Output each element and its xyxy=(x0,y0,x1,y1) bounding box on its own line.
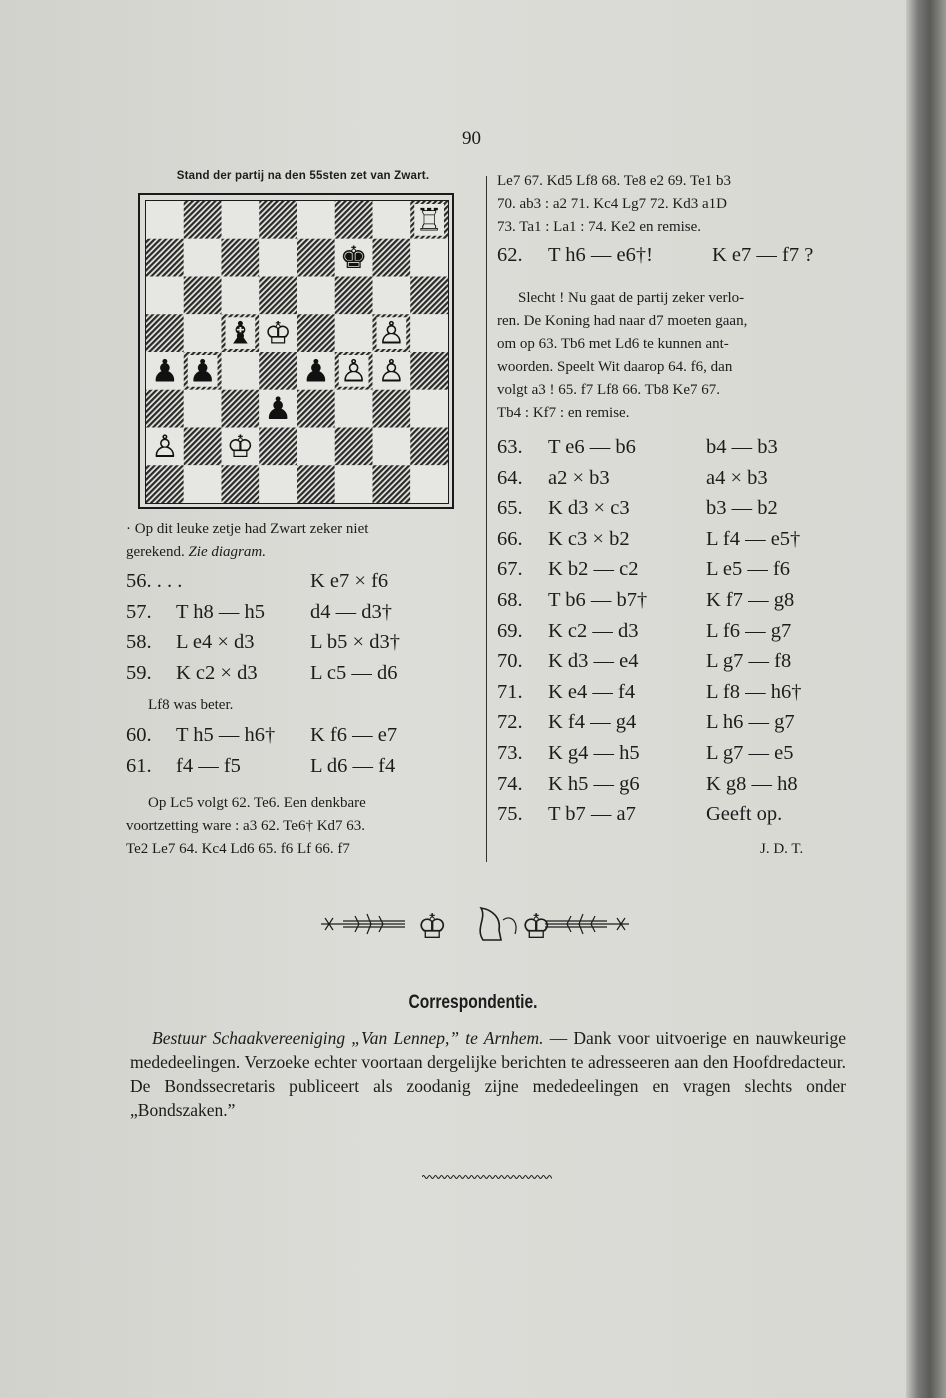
dark-square xyxy=(222,239,260,277)
note62-line5: volgt a3 ! 65. f7 Lf8 66. Tb8 Ke7 67. xyxy=(497,382,721,398)
dark-square xyxy=(259,428,297,466)
page-number: 90 xyxy=(462,128,481,149)
correspondence-body xyxy=(130,1026,846,1122)
move-number: 68. xyxy=(497,589,523,611)
note-lc5-line3: Te2 Le7 64. Kc4 Ld6 65. f6 Lf 66. f7 xyxy=(126,841,350,857)
correspondence-addressee: Bestuur Schaakvereeniging „Van Lennep,” te Arnhem. xyxy=(152,1028,544,1048)
diagram-caption: Stand der partij na den 55sten zet van Zwart. xyxy=(176,170,430,182)
dark-square xyxy=(222,465,260,503)
move-number: 66. xyxy=(497,527,523,550)
note62-line1: Slecht ! Nu gaat de partij zeker verlo- xyxy=(518,290,745,306)
move-number: 71. xyxy=(497,680,523,703)
note-diagram-ref: Zie diagram. xyxy=(188,544,266,560)
dark-square xyxy=(297,314,335,352)
light-square xyxy=(146,277,184,315)
move-number: 64. xyxy=(497,466,523,489)
move-black: L g7 — e5 xyxy=(706,742,794,764)
move-black: L h6 — g7 xyxy=(706,711,795,734)
move-number: 59. xyxy=(126,661,152,684)
chess-piece-d5: ♔ xyxy=(264,315,293,352)
dark-square xyxy=(259,352,297,390)
chess-piece-h8: ♖ xyxy=(415,202,444,239)
dark-square xyxy=(222,390,260,428)
move-white: K c2 × d3 xyxy=(176,661,258,684)
move-white: K h5 — g6 xyxy=(548,772,640,795)
chess-piece-c2: ♔ xyxy=(226,428,255,465)
move-white: f4 — f5 xyxy=(176,754,241,777)
note62-line6: Tb4 : Kf7 : en remise. xyxy=(497,405,630,421)
move-number: 67. xyxy=(497,558,523,581)
chess-board xyxy=(145,200,449,504)
move-white: K e4 — f4 xyxy=(548,680,636,703)
chess-piece-g5: ♙ xyxy=(377,315,406,352)
light-square xyxy=(184,314,222,352)
light-square xyxy=(373,277,411,315)
move-black: L f8 — h6† xyxy=(706,680,802,703)
note62-line4: woorden. Speelt Wit daarop 64. f6, dan xyxy=(497,359,733,375)
light-square xyxy=(184,239,222,277)
light-square xyxy=(297,428,335,466)
move-number: 63. xyxy=(497,436,523,458)
move-black: L f6 — g7 xyxy=(706,619,792,642)
dark-square xyxy=(410,277,448,315)
note-diagram-line1: · Op dit leuke zetje had Zwart zeker niet xyxy=(126,521,369,537)
move-white: T e6 — b6 xyxy=(548,436,636,458)
note-lf8: Lf8 was beter. xyxy=(148,697,234,713)
light-square xyxy=(373,201,411,239)
dark-square xyxy=(146,465,184,503)
light-square xyxy=(410,465,448,503)
board-graphic xyxy=(146,201,448,503)
note-lc5-line1: Op Lc5 volgt 62. Te6. Een denkbare xyxy=(148,795,366,811)
dark-square xyxy=(146,239,184,277)
dark-square xyxy=(297,239,335,277)
move-number: 70. xyxy=(497,650,523,673)
svg-text:♔: ♔ xyxy=(521,907,552,947)
chess-piece-g4: ♙ xyxy=(377,353,406,390)
correspondence-text: — Dank voor uitvoerige en nauwkeurige mededeelingen. Verzoeke echter voortaan dergelijke berichten te adresseeren aan den Hoofdredacteur. De Bondssecretaris publiceert als zoodanig zijne mededeelingen en vragen slechts onder „Bondszaken.” xyxy=(130,1028,846,1120)
move-black: K f7 — g8 xyxy=(706,589,795,611)
light-square xyxy=(222,201,260,239)
move-white: T h5 — h6† xyxy=(176,724,276,746)
move-white: K d3 — e4 xyxy=(548,650,639,673)
dark-square xyxy=(297,390,335,428)
move-black: b3 — b2 xyxy=(706,497,778,520)
dark-square xyxy=(146,314,184,352)
move-number: 60. xyxy=(126,724,152,746)
move-white: L e4 × d3 xyxy=(176,631,255,653)
light-square xyxy=(373,428,411,466)
move-black: K g8 — h8 xyxy=(706,772,798,795)
move-number: 69. xyxy=(497,619,523,642)
note-cont-line1: Le7 67. Kd5 Lf8 68. Te8 e2 69. Te1 b3 xyxy=(497,173,731,189)
move-black: L b5 × d3† xyxy=(310,631,400,653)
move-number: 73. xyxy=(497,742,523,764)
move-black: a4 × b3 xyxy=(706,466,768,489)
dark-square xyxy=(184,201,222,239)
light-square xyxy=(184,465,222,503)
chess-piece-f4: ♙ xyxy=(339,353,368,390)
move-black: L d6 — f4 xyxy=(310,754,396,777)
move-62-black: K e7 — f7 ? xyxy=(712,244,814,266)
light-square xyxy=(335,465,373,503)
dark-square xyxy=(373,390,411,428)
move-black: L e5 — f6 xyxy=(706,558,791,581)
move-number: 65. xyxy=(497,497,523,520)
dark-square xyxy=(297,465,335,503)
note-diagram-text: gerekend. xyxy=(126,544,185,560)
move-white: T b6 — b7† xyxy=(548,589,648,611)
move-number: 57. xyxy=(126,600,152,623)
ornament-divider xyxy=(315,900,635,948)
dark-square xyxy=(335,428,373,466)
dark-square xyxy=(259,277,297,315)
move-black: K f6 — e7 xyxy=(310,724,398,746)
dark-square xyxy=(335,201,373,239)
light-square xyxy=(222,352,260,390)
signature: J. D. T. xyxy=(760,841,804,857)
light-square xyxy=(222,277,260,315)
light-square xyxy=(335,390,373,428)
move-number: 72. xyxy=(497,711,523,734)
move-black: L f4 — e5† xyxy=(706,527,801,550)
light-square xyxy=(410,314,448,352)
move-white: a2 × b3 xyxy=(548,466,610,489)
note62-line2: ren. De Koning had naar d7 moeten gaan, xyxy=(497,313,748,329)
dark-square xyxy=(259,201,297,239)
chess-piece-f7: ♚ xyxy=(339,240,368,277)
move-black: L g7 — f8 xyxy=(706,650,792,673)
note-cont-line3: 73. Ta1 : La1 : 74. Ke2 en remise. xyxy=(497,219,702,235)
chess-piece-a2: ♙ xyxy=(150,428,179,465)
note-cont-line2: 70. ab3 : a2 71. Kc4 Lg7 72. Kd3 a1D xyxy=(497,196,727,212)
move-white: K f4 — g4 xyxy=(548,711,637,734)
dark-square xyxy=(373,239,411,277)
light-square xyxy=(335,314,373,352)
light-square xyxy=(410,239,448,277)
section-heading: Correspondentie. xyxy=(408,992,538,1013)
move-number: 58. xyxy=(126,631,152,653)
move-62-white: T h6 — e6†! xyxy=(548,244,653,266)
light-square xyxy=(297,201,335,239)
light-square xyxy=(146,201,184,239)
move-white: K g4 — h5 xyxy=(548,742,640,764)
chess-piece-a4: ♟ xyxy=(150,353,179,390)
column-divider xyxy=(486,176,487,862)
move-white: K c3 × b2 xyxy=(548,527,630,550)
light-square xyxy=(410,390,448,428)
wavy-rule xyxy=(422,1172,552,1182)
move-black: d4 — d3† xyxy=(310,600,392,623)
svg-text:♔: ♔ xyxy=(417,907,448,947)
dark-square xyxy=(410,352,448,390)
move-white: T h8 — h5 xyxy=(176,600,266,623)
chess-diagram xyxy=(138,193,454,509)
move-number: 74. xyxy=(497,772,523,795)
move-number: 75. xyxy=(497,803,523,826)
light-square xyxy=(297,277,335,315)
chess-piece-c5: ♝ xyxy=(226,315,255,352)
note62-line3: om op 63. Tb6 met Ld6 te kunnen ant- xyxy=(497,336,729,352)
move-white: K c2 — d3 xyxy=(548,619,639,642)
move-white: T b7 — a7 xyxy=(548,803,636,826)
light-square xyxy=(259,465,297,503)
dark-square xyxy=(184,277,222,315)
page-edge-shadow xyxy=(906,0,946,1398)
note-lc5-line2: voortzetting ware : a3 62. Te6† Kd7 63. xyxy=(126,818,366,834)
move-black: Geeft op. xyxy=(706,803,783,826)
move-number: 56. . . . xyxy=(126,570,183,592)
chess-piece-e4: ♟ xyxy=(301,353,330,390)
dark-square xyxy=(184,428,222,466)
light-square xyxy=(259,239,297,277)
move-white: K b2 — c2 xyxy=(548,558,639,581)
light-square xyxy=(184,390,222,428)
dark-square xyxy=(146,390,184,428)
move-white: K d3 × c3 xyxy=(548,497,630,520)
move-black: L c5 — d6 xyxy=(310,661,398,684)
chess-piece-b4: ♟ xyxy=(188,353,217,390)
move-number: 61. xyxy=(126,754,152,777)
note-diagram-line2 xyxy=(126,541,266,563)
dark-square xyxy=(410,428,448,466)
move-62-number: 62. xyxy=(497,244,523,266)
move-black: b4 — b3 xyxy=(706,436,778,458)
dark-square xyxy=(335,277,373,315)
move-black: K e7 × f6 xyxy=(310,570,389,592)
dark-square xyxy=(373,465,411,503)
chess-piece-d3: ♟ xyxy=(264,391,293,428)
